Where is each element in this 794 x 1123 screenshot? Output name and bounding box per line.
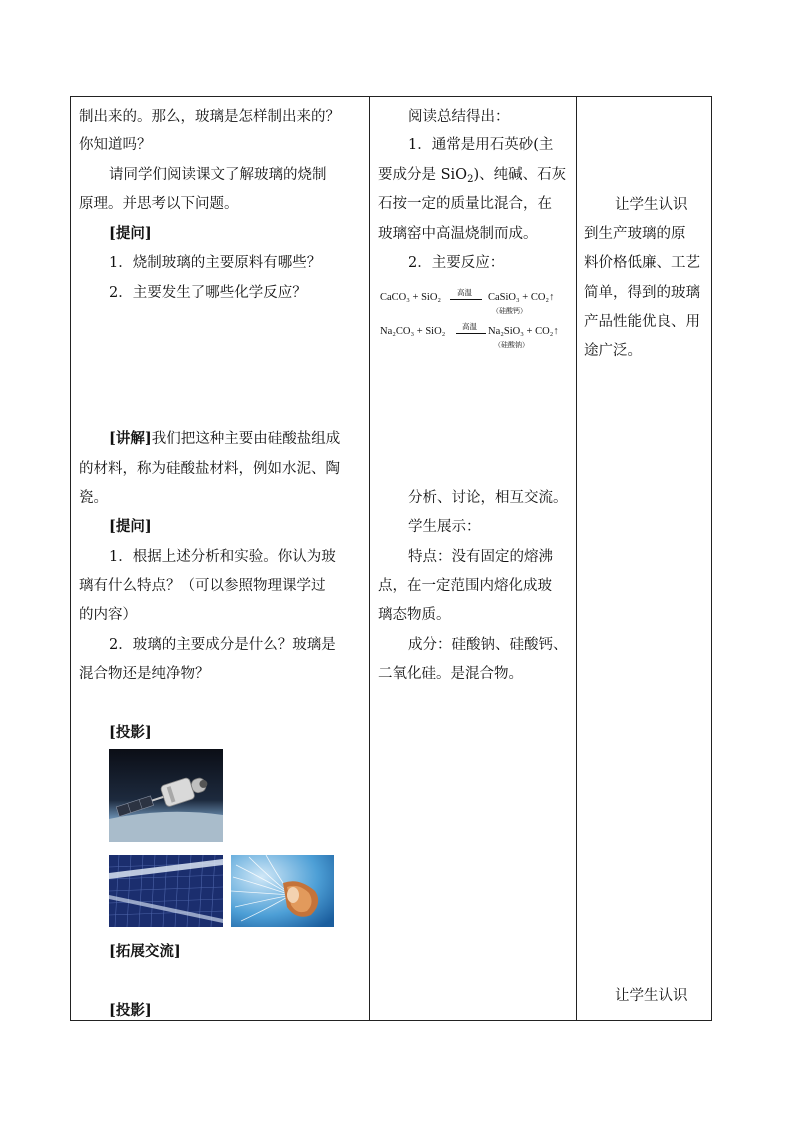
text-line: 学生展示： bbox=[408, 519, 481, 535]
lesson-table bbox=[70, 96, 712, 1021]
text-line: 璃态物质。 bbox=[378, 607, 451, 623]
reaction-equation-1: CaCO₃ + SiO₂ 高温 CaSiO₃ + CO₂↑ （硅酸钙） bbox=[380, 288, 555, 315]
text-line: 阅读总结得出： bbox=[408, 109, 510, 125]
text-line: 的内容） bbox=[79, 607, 137, 623]
text-line: 点，在一定范围内熔化成玻 bbox=[378, 578, 552, 594]
question-item: 1．根据上述分析和实验。你认为玻 bbox=[109, 549, 336, 565]
explain-line: [讲解]我们把这种主要由硅酸盐组成 bbox=[109, 430, 341, 447]
text-line: 1．通常是用石英砂(主 bbox=[408, 137, 554, 153]
text-line: 成分：硅酸钠、硅酸钙、 bbox=[408, 637, 568, 653]
teacher-activity-column bbox=[71, 97, 369, 1020]
student-activity-column bbox=[370, 97, 576, 1020]
projection-tag: [投影] bbox=[109, 1002, 152, 1019]
design-intent-column bbox=[577, 97, 713, 1020]
text-line: 璃有什么特点？（可以参照物理课学过 bbox=[79, 578, 326, 594]
text-line: 特点：没有固定的熔沸 bbox=[408, 549, 553, 565]
optical-fiber-image bbox=[231, 855, 334, 927]
text-line: 简单，得到的玻璃 bbox=[584, 285, 700, 301]
text-line: 石按一定的质量比混合，在 bbox=[378, 196, 552, 212]
text-line: 产品性能优良、用 bbox=[584, 314, 700, 330]
solar-panel-image bbox=[109, 855, 223, 927]
text-line: 让学生认识 bbox=[615, 197, 688, 213]
extend-tag: [拓展交流] bbox=[109, 943, 181, 960]
text-line: 让学生认识 bbox=[615, 988, 688, 1004]
question-tag: [提问] bbox=[109, 518, 152, 535]
question-item: 2．主要发生了哪些化学反应？ bbox=[109, 285, 307, 301]
text-line: 玻璃窑中高温烧制而成。 bbox=[378, 226, 538, 242]
question-tag: [提问] bbox=[109, 225, 152, 242]
text-line: 分析、讨论，相互交流。 bbox=[408, 490, 568, 506]
reaction-equation-2: Na₂CO₃ + SiO₂ 高温 Na₂SiO₃ + CO₂↑ （硅酸钠） bbox=[380, 322, 559, 349]
reaction-arrow bbox=[456, 333, 486, 334]
space-station-image bbox=[109, 749, 223, 842]
text-line: 你知道吗？ bbox=[79, 137, 152, 153]
text-line: 请同学们阅读课文了解玻璃的烧制 bbox=[109, 167, 327, 183]
text-line: 瓷。 bbox=[79, 490, 108, 506]
question-item: 1．烧制玻璃的主要原料有哪些？ bbox=[109, 255, 322, 271]
text-line: 混合物还是纯净物？ bbox=[79, 666, 210, 682]
explain-tag: [讲解] bbox=[109, 430, 152, 447]
question-item: 2．玻璃的主要成分是什么？玻璃是 bbox=[109, 637, 336, 653]
text-line: 要成分是 SiO$_2$)、纯碱、石灰 bbox=[378, 167, 567, 185]
text-line: 的材料，称为硅酸盐材料，例如水泥、陶 bbox=[79, 461, 340, 477]
text-line: 原理。并思考以下问题。 bbox=[79, 196, 239, 212]
projection-tag: [投影] bbox=[109, 724, 152, 741]
text-line: 二氧化硅。是混合物。 bbox=[378, 666, 523, 682]
text-line: 2．主要反应： bbox=[408, 255, 505, 271]
text-line: 到生产玻璃的原 bbox=[584, 226, 686, 242]
reaction-arrow bbox=[450, 299, 482, 300]
text-line: 途广泛。 bbox=[584, 343, 642, 359]
text-line: 制出来的。那么，玻璃是怎样制出来的？ bbox=[79, 109, 340, 125]
text-line: 料价格低廉、工艺 bbox=[584, 255, 700, 271]
